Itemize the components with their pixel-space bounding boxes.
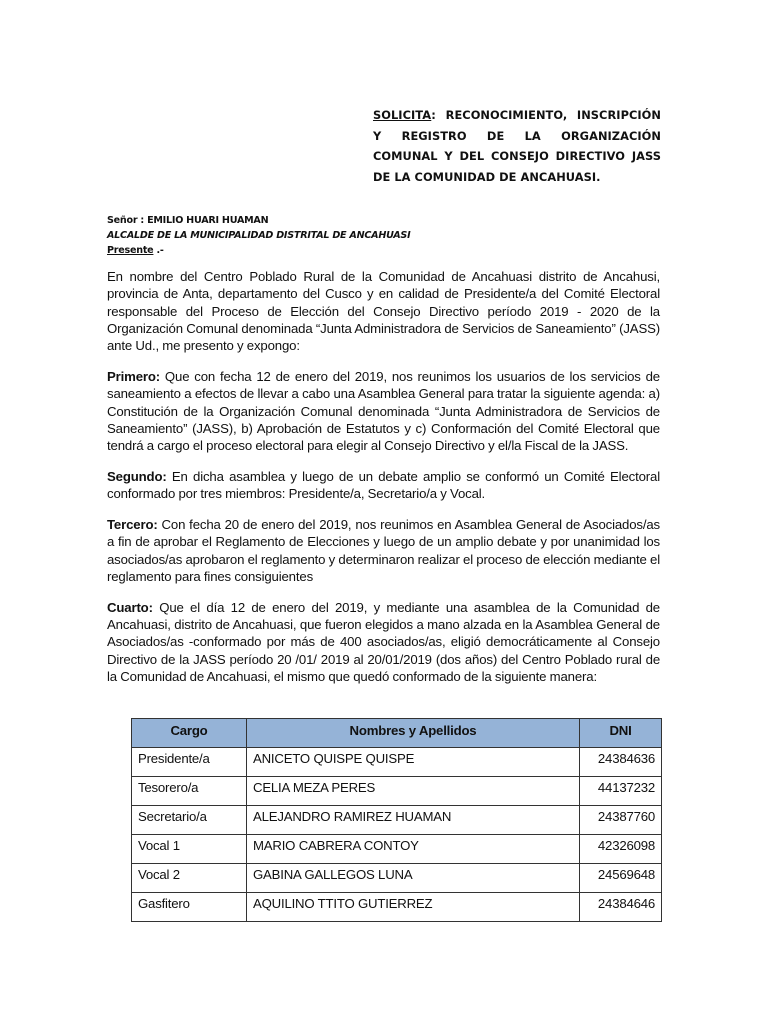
paragraph-tercero [107,516,660,585]
cell-dni: 24384646 [580,893,662,922]
table-row [132,835,662,864]
paragraph-label: Tercero: [107,517,158,533]
table-header-row [132,719,662,748]
paragraph-cuarto [107,599,660,685]
cell-cargo: Secretario/a [132,806,247,835]
cell-nombre: CELIA MEZA PERES [247,777,580,806]
header-dni: DNI [580,719,662,748]
letter-body [107,268,660,699]
solicita-text: : RECONOCIMIENTO, INSCRIPCIÓN Y REGISTRO DE LA ORGANIZACIÓN COMUNAL Y DEL CONSEJO DIRECTIVO JASS DE LA COMUNIDAD DE ANCAHUASI. [373,108,661,184]
directiva-table [131,718,662,922]
cell-cargo: Vocal 1 [132,835,247,864]
intro-paragraph: En nombre del Centro Poblado Rural de la Comunidad de Ancahuasi distrito de Ancahusi, provincia de Anta, departamento del Cusco y en calidad de Presidente/a del Comité Electoral responsable del Proceso de Elección del Consejo Directivo período 2019 - 2020 de la Organización Comunal denominada “Junta Administradora de Servicios de Saneamiento” (JASS) ante Ud., me presento y expongo: [107,269,660,354]
addressee-block [107,213,410,258]
solicita-heading [373,105,661,187]
paragraph-label: Segundo: [107,468,167,484]
table-row [132,806,662,835]
table-row [132,777,662,806]
paragraph-text: Con fecha 20 de enero del 2019, nos reunimos en Asamblea General de Asociados/as a fin de aprobar el Reglamento de Elecciones y luego de un amplio debate y por unanimidad los asociados/as aprobaron el reglamento y determinaron realizar el proceso de elección mediante el reglamento para fines consiguientes [107,517,660,584]
presente-label: Presente [107,245,154,256]
presente-suffix: .- [153,245,164,256]
paragraph-label: Primero: [107,368,161,384]
cell-nombre: MARIO CABRERA CONTOY [247,835,580,864]
cell-cargo: Tesorero/a [132,777,247,806]
paragraph-text: Que el día 12 de enero del 2019, y mediante una asamblea de la Comunidad de Ancahuasi, distrito de Ancahuasi, que fueron elegidos a mano alzada en la Asamblea General de Asociados/as -conformado por más de 400 asociados/as, eligió democráticamente al Consejo Directivo de la JASS período 20 /01/ 2019 al 20/01/2019 (dos años) del Centro Poblado rural de la Comunidad de Ancahuasi, el mismo que quedó conformado de la siguiente manera: [107,599,660,684]
cell-nombre: ALEJANDRO RAMIREZ HUAMAN [247,806,580,835]
paragraph-segundo [107,468,660,503]
header-cargo: Cargo [132,719,247,748]
cell-dni: 24569648 [580,864,662,893]
cell-cargo: Gasfitero [132,893,247,922]
paragraph-text: Que con fecha 12 de enero del 2019, nos reunimos los usuarios de los servicios de saneamiento a efectos de llevar a cabo una Asamblea General para tratar la siguiente agenda: a) Constitución de la Organización Comunal denominada “Junta Administradora de Servicios de Saneamiento” (JASS), b) Aprobación de Estatutos y c) Conformación del Comité Electoral que tendrá a cargo el proceso electoral para elegir al Consejo Directivo y el/la Fiscal de la JASS. [107,368,660,454]
paragraph-label: Cuarto: [107,599,153,615]
paragraph-primero [107,368,660,454]
header-nombres: Nombres y Apellidos [247,719,580,748]
cell-dni: 44137232 [580,777,662,806]
table-row [132,893,662,922]
cell-nombre: ANICETO QUISPE QUISPE [247,748,580,777]
cell-dni: 24387760 [580,806,662,835]
paragraph-text: En dicha asamblea y luego de un debate amplio se conformó un Comité Electoral conformado por tres miembros: Presidente/a, Secretario/a y Vocal. [107,468,660,502]
cell-dni: 42326098 [580,835,662,864]
addressee-name: Señor : EMILIO HUARI HUAMAN [107,215,269,226]
cell-nombre: AQUILINO TTITO GUTIERREZ [247,893,580,922]
table-row [132,864,662,893]
cell-nombre: GABINA GALLEGOS LUNA [247,864,580,893]
presente-line [107,243,410,258]
addressee-title: ALCALDE DE LA MUNICIPALIDAD DISTRITAL DE ANCAHUASI [107,230,411,241]
table-row [132,748,662,777]
solicita-label: SOLICITA [373,108,432,122]
cell-cargo: Presidente/a [132,748,247,777]
cell-cargo: Vocal 2 [132,864,247,893]
cell-dni: 24384636 [580,748,662,777]
